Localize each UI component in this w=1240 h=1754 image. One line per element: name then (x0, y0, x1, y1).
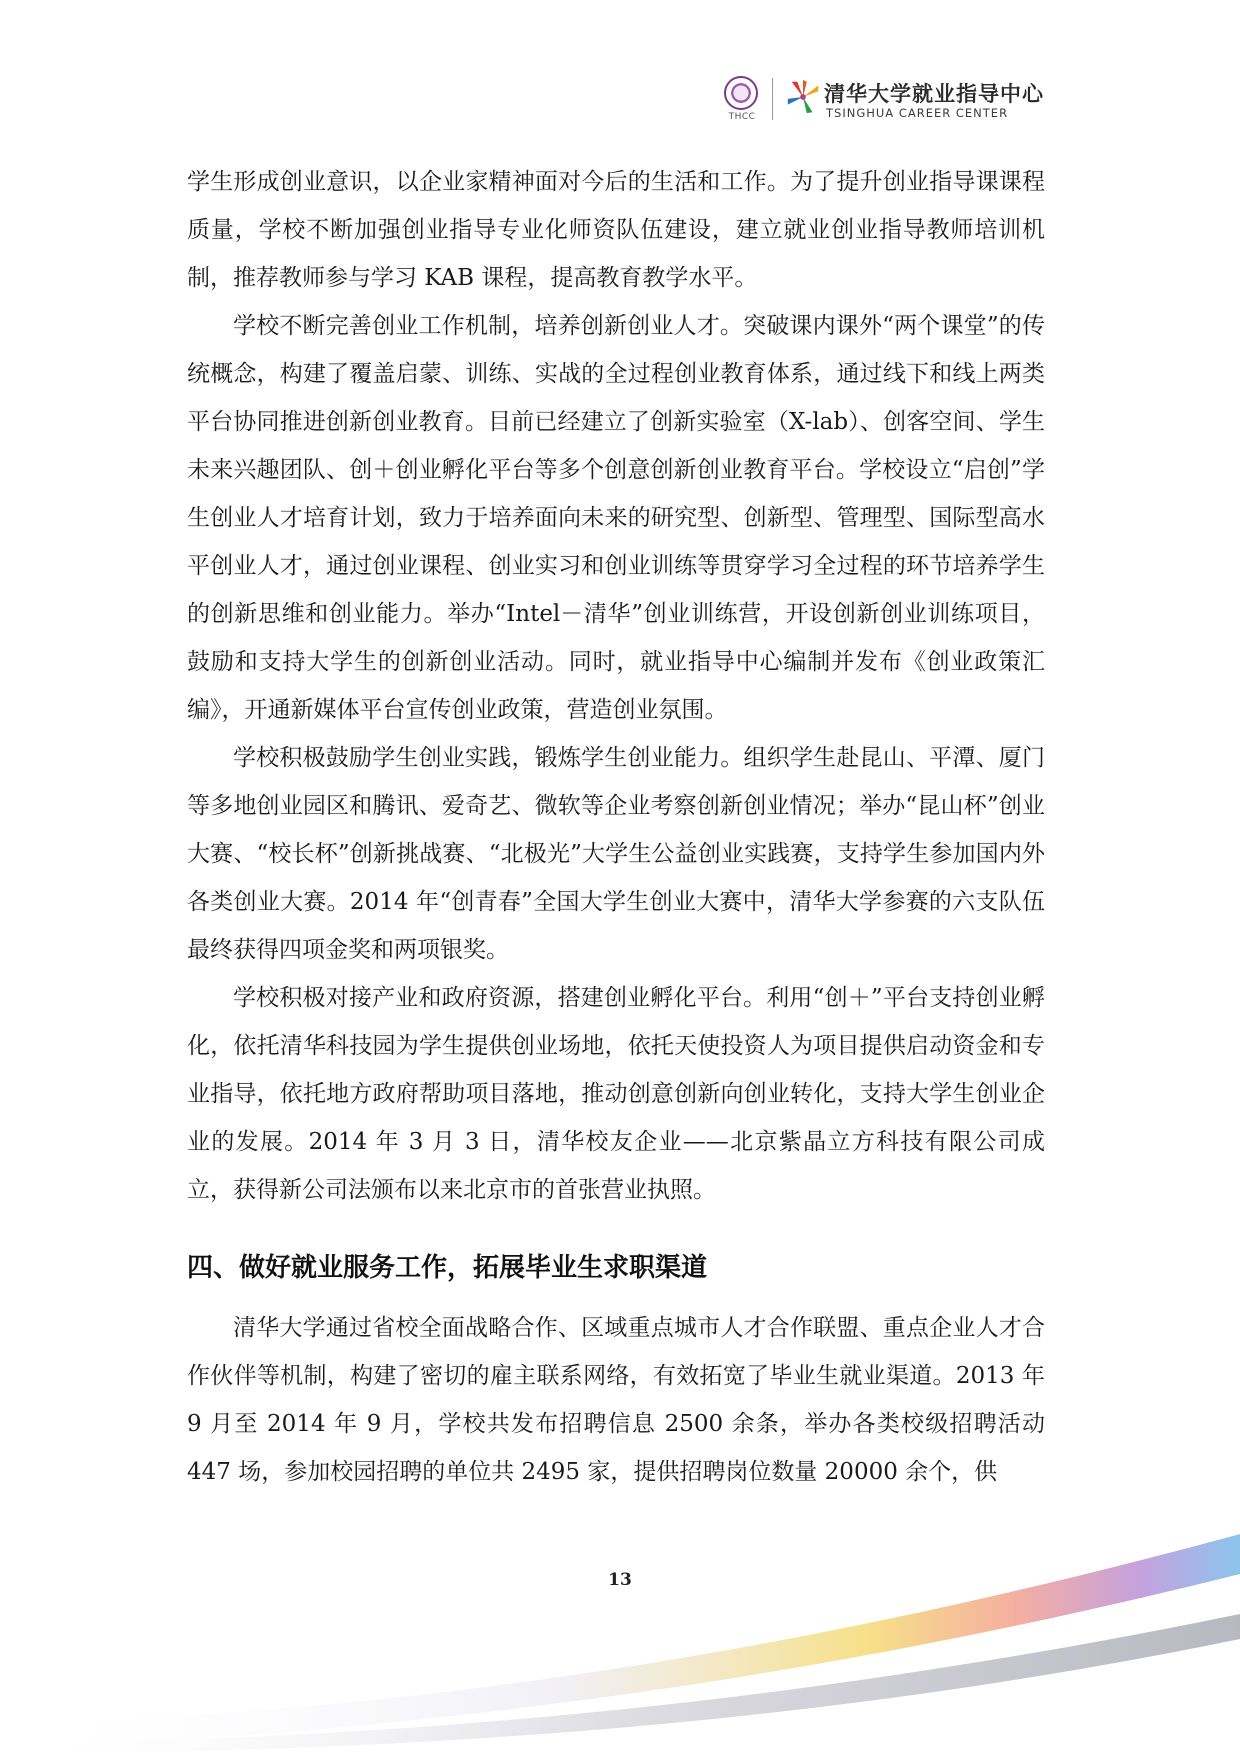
page-number: 13 (608, 1570, 632, 1590)
university-seal-icon (724, 76, 758, 110)
header-divider (772, 78, 773, 120)
seal-caption: THCC (728, 112, 756, 122)
paragraph-incubation: 学校积极对接产业和政府资源，搭建创业孵化平台。利用“创＋”平台支持创业孵化，依托清华科技园为学生提供创业场地，依托天使投资人为项目提供启动资金和专业指导，依托地方政府帮助项目落地，推动创意创新向创业转化，支持大学生创业企业的发展。2014 年 3 月 3 日，清华校友企业——北京紫晶立方科技有限公司成立，获得新公司法颁布以来北京市的首张营业执照。 (187, 985, 1045, 1203)
paragraph-continued: 学生形成创业意识，以企业家精神面对今后的生活和工作。为了提升创业指导课课程质量，学校不断加强创业指导专业化师资队伍建设，建立就业创业指导教师培训机制，推荐教师参与学习 KAB 课程，提高教育教学水平。 (187, 169, 1045, 291)
org-name-cn: 清华大学就业指导中心 (824, 82, 1044, 106)
paragraph-mechanism: 学校不断完善创业工作机制，培养创新创业人才。突破课内课外“两个课堂”的传统概念，构建了覆盖启蒙、训练、实战的全过程创业教育体系，通过线下和线上两类平台协同推进创新创业教育。目前已经建立了创新实验室（X-lab）、创客空间、学生未来兴趣团队、创＋创业孵化平台等多个创意创新创业教育平台。学校设立“启创”学生创业人才培育计划，致力于培养面向未来的研究型、创新型、管理型、国际型高水平创业人才，通过创业课程、创业实习和创业训练等贯穿学习全过程的环节培养学生的创新思维和创业能力。举办“Intel－清华”创业训练营，开设创新创业训练项目，鼓励和支持大学生的创新创业活动。同时，就业指导中心编制并发布《创业政策汇编》，开通新媒体平台宣传创业政策，营造创业氛围。 (187, 313, 1045, 723)
page-header (724, 76, 1044, 122)
page-body (187, 158, 1045, 1496)
section-heading: 四、做好就业服务工作，拓展毕业生求职渠道 (187, 1253, 708, 1283)
org-name-en: TSINGHUA CAREER CENTER (826, 106, 1009, 120)
career-center-logo-icon (784, 78, 822, 116)
decorative-swoosh (0, 1464, 1240, 1754)
paragraph-practice: 学校积极鼓励学生创业实践，锻炼学生创业能力。组织学生赴昆山、平潭、厦门等多地创业园区和腾讯、爱奇艺、微软等企业考察创新创业情况；举办“昆山杯”创业大赛、“校长杯”创新挑战赛、“北极光”大学生公益创业实践赛，支持学生参加国内外各类创业大赛。2014 年“创青春”全国大学生创业大赛中，清华大学参赛的六支队伍最终获得四项金奖和两项银奖。 (187, 745, 1045, 963)
paragraph-employment: 清华大学通过省校全面战略合作、区域重点城市人才合作联盟、重点企业人才合作伙伴等机制，构建了密切的雇主联系网络，有效拓宽了毕业生就业渠道。2013 年 9 月至 2014 年 9 月，学校共发布招聘信息 2500 余条，举办各类校级招聘活动 447 场，参加校园招聘的单位共 2495 家，提供招聘岗位数量 20000 余个，供 (187, 1315, 1045, 1485)
